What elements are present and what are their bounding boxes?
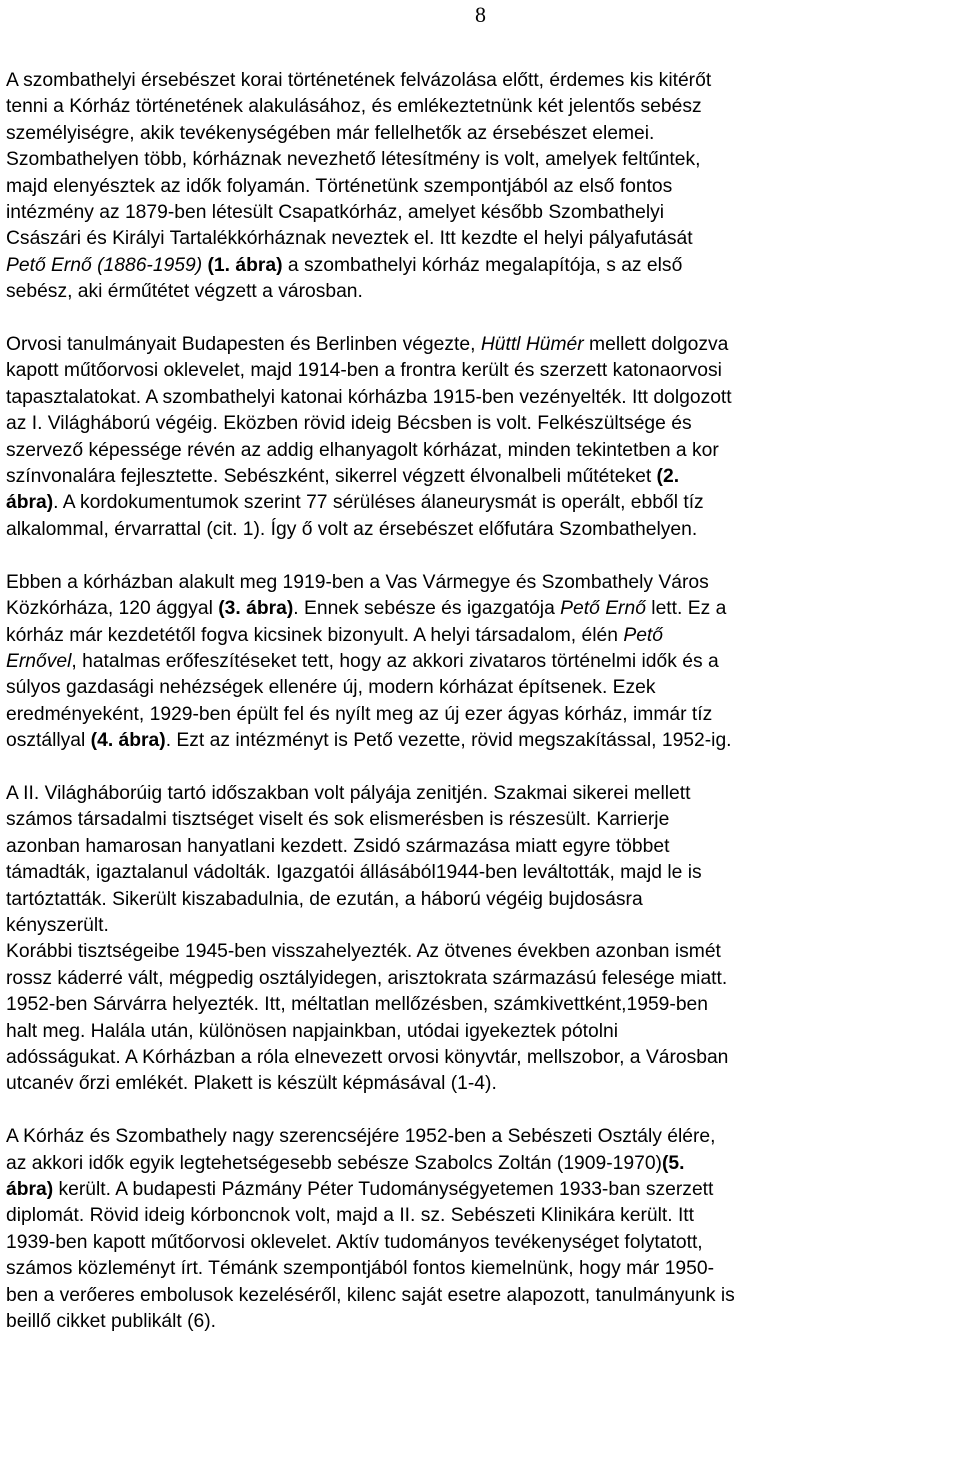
text-run: . A kordokumentumok szerint 77 sérüléses álaneurysmát is operált, ebből tíz [53, 492, 704, 514]
text-line [6, 781, 958, 807]
text-run: tartóztatták. Sikerült kiszabadulnia, de ezután, a háború végéig bujdosásra [6, 888, 643, 910]
text-line [6, 702, 958, 728]
paragraph [6, 68, 958, 306]
text-run: rossz káderré vált, mégpedig osztályidegen, arisztokrata származású felesége miatt. [6, 967, 728, 989]
text-run: Korábbi tisztségeibe 1945-ben visszahelyezték. Az ötvenes években azonban ismét [6, 941, 721, 963]
text-run: lett. Ez a [645, 598, 727, 620]
text-run: . Ezt az intézményt is Pető vezette, rövid megszakítással, 1952-ig. [165, 730, 732, 752]
text-run: Császári és Királyi Tartalékkórháznak neveztek el. Itt kezdte el helyi pályafutását [6, 228, 693, 250]
text-run: színvonalára fejlesztette. Sebészként, sikerrel végzett élvonalbeli műtéteket [6, 466, 657, 488]
text-line [6, 1177, 958, 1203]
text-line [6, 728, 958, 754]
text-line [6, 887, 958, 913]
text-line [6, 279, 958, 305]
text-line [6, 200, 958, 226]
text-run: személyiségre, akik tevékenységében már fellelhetők az érsebészet elemei. [6, 122, 655, 144]
text-line [6, 913, 958, 939]
text-line [6, 1019, 958, 1045]
text-line [6, 1230, 958, 1256]
text-run: kapott műtőorvosi oklevelet, majd 1914-ben a frontra került és szerzett katonaorvosi [6, 360, 722, 382]
text-line [6, 992, 958, 1018]
text-run: kórház már kezdetétől fogva kicsinek bizonyult. A helyi társadalom, élén [6, 624, 624, 646]
text-line [6, 358, 958, 384]
text-run: az I. Világháború végéig. Eközben rövid ideig Bécsben is volt. Felkészültsége és [6, 413, 692, 435]
text-run: a szombathelyi kórház megalapítója, s az első [282, 254, 683, 276]
text-run: Orvosi tanulmányait Budapesten és Berlinben végezte, [6, 334, 481, 356]
text-run: tenni a Kórház történetének alakulásához, és emlékeztetnünk két jelentős sebész [6, 96, 702, 118]
figure-reference: (4. ábra) [90, 730, 166, 752]
text-line [6, 1309, 958, 1335]
text-run: adósságukat. A Kórházban a róla elnevezett orvosi könyvtár, mellszobor, a Városban [6, 1046, 729, 1068]
text-run: alkalommal, érvarrattal (cit. 1). Így ő volt az érsebészet előfutára Szombathelyen. [6, 518, 698, 540]
text-line [6, 596, 958, 622]
text-run: intézmény az 1879-ben létesült Csapatkórház, amelyet később Szombathelyi [6, 202, 665, 224]
text-run: az akkori idők egyik legtehetségesebb sebésze Szabolcs Zoltán (1909-1970) [6, 1152, 662, 1174]
paragraph [6, 570, 958, 755]
text-run: ben a verőeres embolusok kezeléséről, kilenc saját esetre alapozott, tanulmányunk is [6, 1284, 735, 1306]
text-line [6, 68, 958, 94]
text-line [6, 490, 958, 516]
figure-reference: (2. [656, 466, 680, 488]
text-run: Ebben a kórházban alakult meg 1919-ben a Vas Vármegye és Szombathely Város [6, 571, 709, 593]
figure-reference: (5. [661, 1152, 685, 1174]
italic-text: Pető Ernő (1886-1959) [6, 254, 203, 276]
text-run: kényszerült. [6, 914, 109, 936]
italic-text: Hüttl Hümér [480, 334, 584, 356]
text-line [6, 226, 958, 252]
text-line [6, 939, 958, 965]
text-line [6, 570, 958, 596]
text-run: majd elenyésztek az idők folyamán. Történetünk szempontjából az első fontos [6, 175, 673, 197]
text-line [6, 438, 958, 464]
text-run: A szombathelyi érsebészet korai történetének felvázolása előtt, érdemes kis kitérőt [6, 70, 712, 91]
text-line [6, 1045, 958, 1071]
document-body [6, 68, 958, 1335]
text-run: , hatalmas erőfeszítéseket tett, hogy az akkori zivataros történelmi idők és a [71, 650, 719, 672]
text-run: halt meg. Halála után, különösen napjainkban, utódai igyekeztek pótolni [6, 1020, 619, 1042]
text-line [6, 411, 958, 437]
text-line [6, 147, 958, 173]
text-line [6, 1124, 958, 1150]
text-run: Szombathelyen több, kórháznak nevezhető létesítmény is volt, amelyek feltűntek, [6, 149, 701, 171]
figure-reference: (3. ábra) [218, 598, 294, 620]
text-line [6, 94, 958, 120]
text-run: tapasztalatokat. A szombathelyi katonai kórházba 1915-ben vezényelték. Itt dolgozott [6, 386, 732, 408]
text-run: Közkórháza, 120 ággyal [6, 598, 219, 620]
italic-text: Ernővel [6, 650, 72, 672]
text-run: utcanév őrzi emlékét. Plakett is készült képmásával (1-4). [6, 1073, 497, 1095]
paragraph [6, 781, 958, 1098]
figure-reference: (1. ábra) [207, 254, 283, 276]
text-run: osztállyal [6, 730, 91, 752]
text-line [6, 121, 958, 147]
text-run: beillő cikket publikált (6). [6, 1311, 217, 1333]
italic-text: Pető [623, 624, 663, 646]
text-line [6, 1256, 958, 1282]
text-line [6, 253, 958, 279]
text-line [6, 675, 958, 701]
text-line [6, 860, 958, 886]
text-run: került. A budapesti Pázmány Péter Tudománységyetemen 1933-ban szerzett [53, 1179, 714, 1200]
text-run: szervező képessége révén az addig elhanyagolt kórházat, minden tekintetben a kor [6, 439, 719, 461]
text-run: támadták, igaztalanul vádolták. Igazgatói állásából1944-ben leváltották, majd le is [6, 862, 702, 884]
text-run: diplomát. Rövid ideig kórboncnok volt, majd a II. sz. Sebészeti Klinikára került. Itt [6, 1205, 695, 1227]
text-line [6, 1203, 958, 1229]
page-number: 8 [475, 2, 486, 27]
text-run: mellett dolgozva [583, 334, 729, 356]
text-line [6, 649, 958, 675]
text-run: sebész, aki érműtétet végzett a városban. [6, 281, 363, 303]
text-run: A Kórház és Szombathely nagy szerencséjére 1952-ben a Sebészeti Osztály élére, [6, 1126, 716, 1148]
text-line [6, 385, 958, 411]
figure-reference: ábra) [6, 1179, 54, 1200]
text-run: . Ennek sebésze és igazgatója [293, 598, 561, 620]
text-run: súlyos gazdasági nehézségek ellenére új, modern kórházat építsenek. Ezek [6, 677, 656, 699]
text-run: 1952-ben Sárvárra helyezték. Itt, méltatlan mellőzésben, számkivettként,1959-ben [6, 994, 708, 1016]
text-run: számos társadalmi tisztséget viselt és sok elismerésben is részesült. Karrierje [6, 809, 670, 831]
text-line [6, 332, 958, 358]
paragraph [6, 332, 958, 543]
text-line [6, 1071, 958, 1097]
text-line [6, 807, 958, 833]
paragraph [6, 1124, 958, 1335]
text-line [6, 834, 958, 860]
text-run: A II. Világháborúig tartó időszakban volt pályája zenitjén. Szakmai sikerei mellett [6, 782, 691, 804]
text-run: eredményeként, 1929-ben épült fel és nyílt meg az új ezer ágyas kórház, immár tíz [6, 703, 713, 725]
text-line [6, 623, 958, 649]
figure-reference: ábra) [6, 492, 54, 514]
text-line [6, 174, 958, 200]
text-run: azonban hamarosan hanyatlani kezdett. Zsidó származása miatt egyre többet [6, 835, 670, 857]
text-line [6, 1151, 958, 1177]
text-line [6, 966, 958, 992]
text-run: számos közleményt írt. Témánk szempontjából fontos kiemelnünk, hogy már 1950- [6, 1258, 715, 1280]
text-line [6, 464, 958, 490]
italic-text: Pető Ernő [560, 598, 646, 620]
text-run: 1939-ben kapott műtőorvosi oklevelet. Aktív tudományos tevékenységet folytatott, [6, 1231, 703, 1253]
text-line [6, 1283, 958, 1309]
text-line [6, 517, 958, 543]
